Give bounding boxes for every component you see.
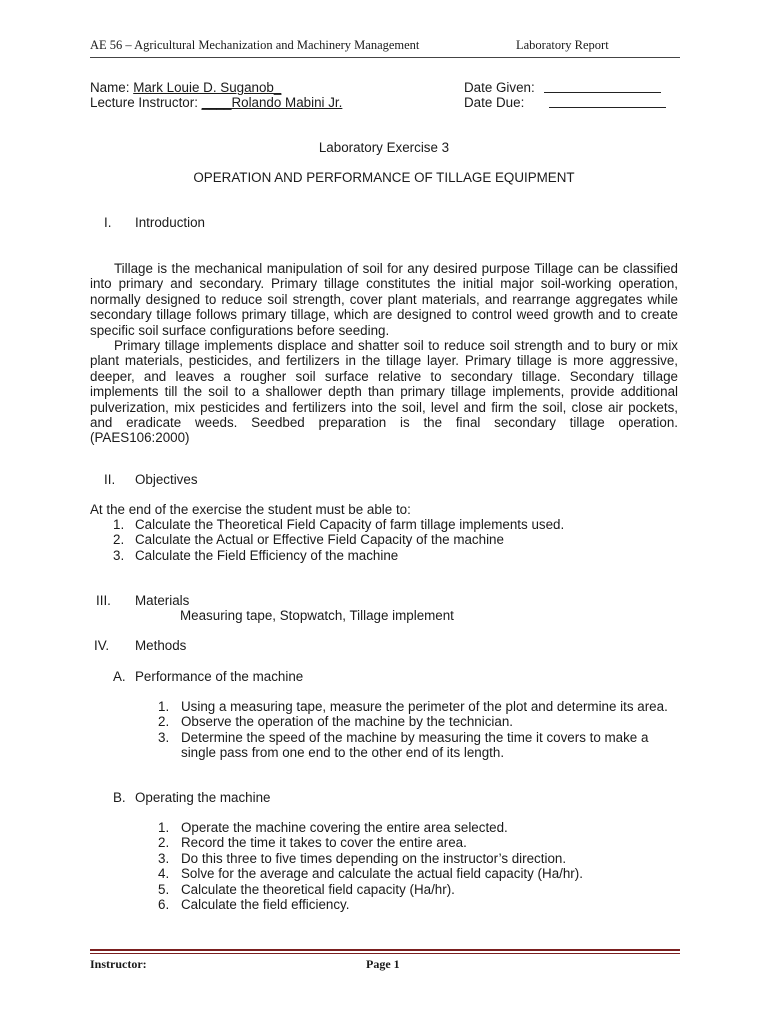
list-item: 5. Calculate the theoretical field capacity (Ha/hr).: [158, 881, 455, 897]
date-given-line: [464, 80, 661, 95]
exercise-number: Laboratory Exercise 3: [318, 140, 450, 155]
instructor-line: [90, 95, 342, 110]
name-line: [90, 80, 281, 95]
section-materials-num: III.: [96, 593, 111, 608]
intro-paragraph-2: Primary tillage implements displace and shatter soil to reduce soil strength and to bury or mix plant materials, pesticides, and fertilizers in the tillage layer. Primary tillage is more aggressive, deeper, and leaves a rougher soil surface relative to secondary tillage. Secondary tillage implements till the soil to a shallower depth than primary tillage implements, provide additional pulverization, mix pesticides and fertilizers into the soil, level and firm the soil, close air pockets, and eradicate weeds. Seedbed preparation is the final secondary tillage operation. (PAES106:2000): [90, 338, 678, 446]
footer-rule-top: [90, 949, 680, 951]
list-item: 1. Using a measuring tape, measure the perimeter of the plot and determine its area.: [158, 699, 668, 714]
list-item: 6. Calculate the field efficiency.: [158, 897, 350, 913]
intro-body: [90, 261, 678, 446]
method-b-steps: [158, 820, 678, 912]
date-due-blank: [549, 95, 666, 108]
objectives-intro: At the end of the exercise the student must be able to:: [90, 502, 411, 517]
course-title: AE 56 – Agricultural Mechanization and Machinery Management: [90, 38, 420, 52]
method-b-label: B.: [113, 790, 126, 805]
list-item: 3. Determine the speed of the machine by measuring the time it covers to make a single pass from one end to the other end of its length.: [158, 729, 649, 761]
instructor-value: ____Rolando Mabini Jr.: [201, 95, 343, 110]
list-item: 1. Operate the machine covering the entire area selected.: [158, 820, 508, 835]
method-a-title: Performance of the machine: [135, 669, 304, 684]
date-given-label: Date Given:: [464, 80, 535, 95]
list-item: 2. Record the time it takes to cover the entire area.: [158, 835, 467, 851]
section-objectives-title: Objectives: [135, 472, 198, 487]
header-rule: [90, 57, 680, 58]
section-intro-num: I.: [104, 215, 112, 230]
section-objectives-num: II.: [104, 472, 116, 487]
footer-instructor: Instructor:: [90, 957, 147, 971]
section-methods-num: IV.: [94, 638, 110, 653]
instructor-label: Lecture Instructor:: [90, 95, 198, 110]
page-title: OPERATION AND PERFORMANCE OF TILLAGE EQUIPMENT: [193, 170, 575, 185]
name-value: Mark Louie D. Suganob_: [133, 80, 282, 95]
section-methods-title: Methods: [135, 638, 187, 653]
method-b-title: Operating the machine: [135, 790, 271, 805]
method-a-label: A.: [113, 669, 126, 684]
report-type: Laboratory Report: [516, 38, 609, 52]
date-given-blank: [544, 80, 661, 93]
materials-text: Measuring tape, Stopwatch, Tillage implement: [180, 608, 454, 623]
footer-rule-bottom: [90, 953, 680, 954]
list-item: 2. Observe the operation of the machine by the technician.: [158, 714, 513, 730]
name-label: Name:: [90, 80, 130, 95]
method-a-steps: [158, 699, 678, 761]
date-due-line: [464, 95, 666, 110]
section-intro-title: Introduction: [135, 215, 205, 230]
section-materials-title: Materials: [135, 593, 190, 608]
list-item: 3. Do this three to five times depending on the instructor’s direction.: [158, 850, 567, 866]
page-number: Page 1: [366, 957, 400, 971]
intro-paragraph-1: Tillage is the mechanical manipulation of soil for any desired purpose Tillage can be classified into primary and secondary. Primary tillage constitutes the initial major soil-working operation, normally designed to reduce soil strength, cover plant materials, and rearrange aggregates while secondary tillage follows primary tillage, which are designed to control weed growth and to create specific soil surface configurations before seeding.: [90, 261, 678, 338]
list-item: 4. Solve for the average and calculate the actual field capacity (Ha/hr).: [158, 866, 583, 882]
date-due-label: Date Due:: [464, 95, 525, 110]
